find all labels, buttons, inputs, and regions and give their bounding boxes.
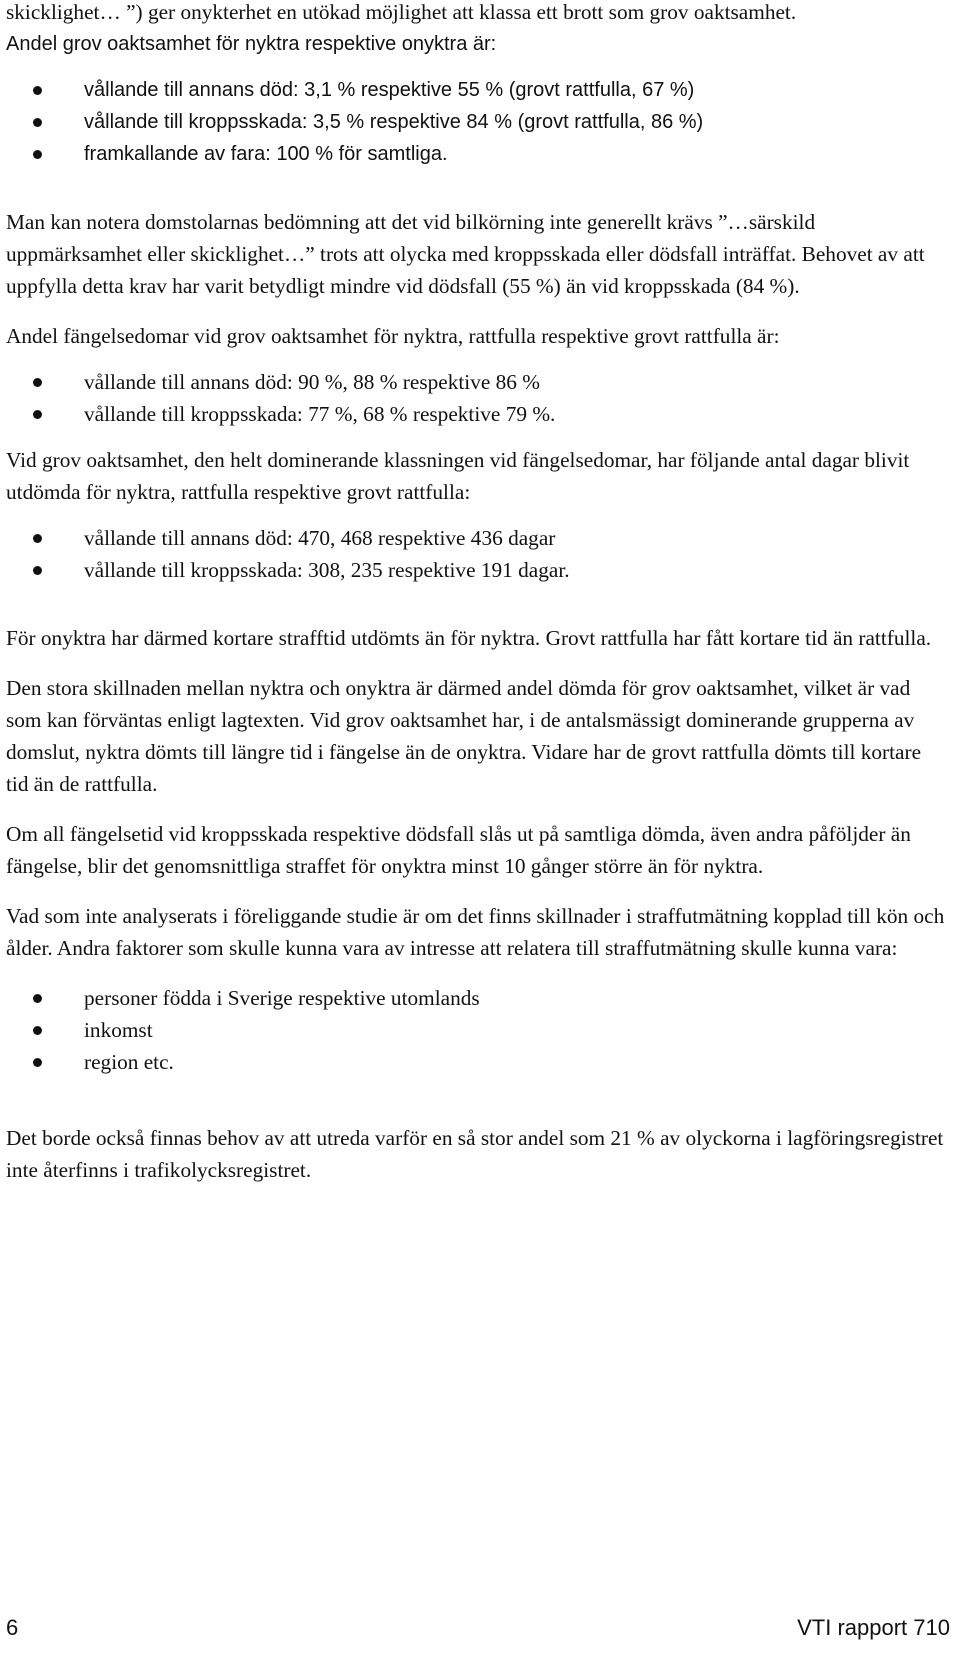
list-item: framkallande av fara: 100 % för samtliga. xyxy=(6,138,946,170)
paragraph-main-difference: Den stora skillnaden mellan nyktra och onyktra är därmed andel dömda för grov oaktsamhet, vilket är vad som kan förväntas enligt lagtexten. Vid grov oaktsamhet har, i de antalsmässigt dominerande grupperna av domslut, nyktra dömts till längre tid i fängelse än de onyktra. Vidare har de grovt rattfulla dömts till kortare tid än de rattfulla. xyxy=(6,676,922,796)
paragraph-not-analysed: Vad som inte analyserats i föreliggande studie är om det finns skillnader i straffutmätning kopplad till kön och ålder. Andra faktorer som skulle kunna vara av intresse att relatera till straffutmätning skulle kunna vara: xyxy=(6,904,945,960)
list-item: vållande till annans död: 470, 468 respektive 436 dagar xyxy=(6,522,946,554)
list-item: personer födda i Sverige respektive utomlands xyxy=(6,982,946,1014)
paragraph-registry-gap: Det borde också finnas behov av att utreda varför en så stor andel som 21 % av olyckorna i lagföringsregistret inte återfinns i trafikolycksregistret. xyxy=(6,1126,944,1182)
list-item: vållande till annans död: 3,1 % respektive 55 % (grovt rattfulla, 67 %) xyxy=(6,74,946,106)
paragraph-average-sentence: Om all fängelsetid vid kroppsskada respektive dödsfall slås ut på samtliga dömda, även andra påföljder än fängelse, blir det genomsnittliga straffet för onyktra minst 10 gånger större än för nyktra. xyxy=(6,822,911,878)
paragraph-prison-share: Andel fängelsedomar vid grov oaktsamhet för nyktra, rattfulla respektive grovt rattfulla är: xyxy=(6,324,780,348)
page-number: 6 xyxy=(6,1615,19,1640)
list-item: inkomst xyxy=(6,1014,946,1046)
list-item: vållande till kroppsskada: 308, 235 respektive 191 dagar. xyxy=(6,554,946,586)
paragraph-court-assessment: Man kan notera domstolarnas bedömning att det vid bilkörning inte generellt krävs ”…särskild uppmärksamhet eller skicklighet…” trots att olycka med kroppsskada eller dödsfall inträffat. Behovet av att uppfylla detta krav har varit betydligt mindre vid dödsfall (55 %) än vid kroppsskada (84 %). xyxy=(6,210,925,298)
paragraph-shorter-sentences: För onyktra har därmed kortare strafftid utdömts än för nyktra. Grovt rattfulla har fått kortare tid än rattfulla. xyxy=(6,626,932,650)
list-prison-days xyxy=(6,522,946,586)
report-name: VTI rapport 710 xyxy=(797,1615,950,1640)
list-item: vållande till kroppsskada: 77 %, 68 % respektive 79 %. xyxy=(6,398,946,430)
list-item: vållande till annans död: 90 %, 88 % respektive 86 % xyxy=(6,366,946,398)
paragraph-intro: skicklighet… ”) ger onykterhet en utökad möjlighet att klassa ett brott som grov oaktsamhet. xyxy=(6,0,797,24)
list-item: region etc. xyxy=(6,1046,946,1078)
page-footer xyxy=(6,1615,950,1641)
list-prison-share xyxy=(6,366,946,430)
paragraph-prison-days: Vid grov oaktsamhet, den helt dominerande klassningen vid fängelsedomar, har följande antal dagar blivit utdömda för nyktra, rattfulla respektive grovt rattfulla: xyxy=(6,448,910,504)
document-page xyxy=(6,0,946,1186)
paragraph-share-gross-negligence: Andel grov oaktsamhet för nyktra respektive onyktra är: xyxy=(6,33,497,55)
list-item: vållande till kroppsskada: 3,5 % respektive 84 % (grovt rattfulla, 86 %) xyxy=(6,106,946,138)
list-other-factors xyxy=(6,982,946,1078)
list-share-gross-negligence xyxy=(6,74,946,170)
